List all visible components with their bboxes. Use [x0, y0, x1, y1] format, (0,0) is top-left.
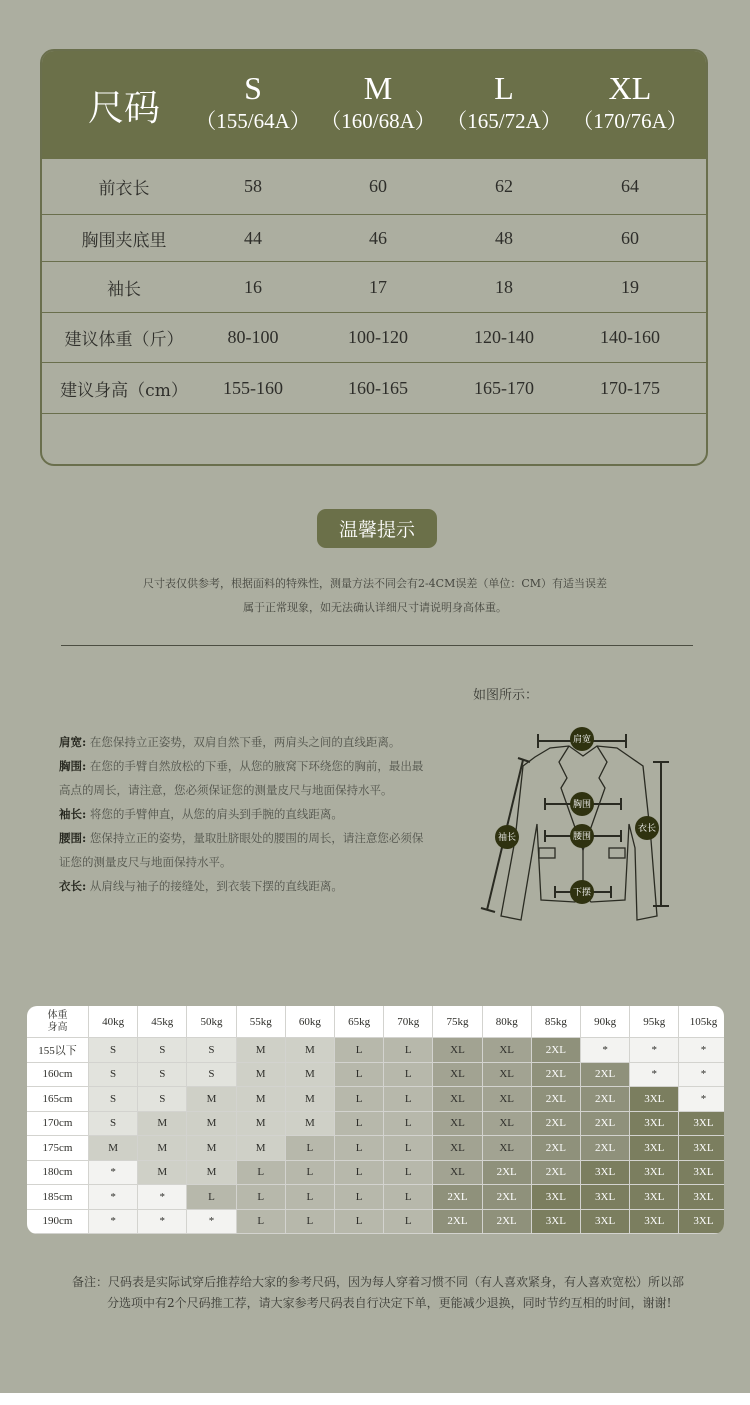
grid-size-cell: M [187, 1136, 236, 1161]
size-row-chest [42, 214, 706, 261]
grid-size-cell: S [89, 1063, 138, 1088]
size-row-weight [42, 312, 706, 362]
row-value: 60 [369, 176, 387, 196]
grid-size-cell: 3XL [532, 1210, 581, 1235]
grid-size-cell: * [89, 1210, 138, 1235]
grid-size-cell: S [138, 1063, 187, 1088]
grid-weight-header: 95kg [630, 1006, 679, 1038]
size-spec: （165/72A） [446, 109, 562, 133]
label-badges [495, 727, 659, 904]
measure-term: 腰围: [59, 831, 87, 845]
grid-size-cell: 3XL [630, 1112, 679, 1137]
size-table-header [42, 51, 706, 159]
grid-size-cell: L [335, 1063, 384, 1088]
row-value: 120-140 [474, 327, 534, 347]
measure-text: 将您的手臂伸直，从您的肩头到手腕的直线距离。 [89, 807, 343, 821]
grid-height-label: 180cm [27, 1161, 89, 1186]
grid-size-cell: 2XL [483, 1161, 532, 1186]
size-column-m [313, 69, 443, 135]
size-spec: （170/76A） [572, 109, 688, 133]
grid-weight-header: 70kg [384, 1006, 433, 1038]
grid-size-cell: L [384, 1038, 433, 1063]
size-corner-label: 尺码 [87, 87, 160, 129]
size-spec: （160/68A） [320, 109, 436, 133]
grid-size-cell: L [286, 1185, 335, 1210]
grid-size-cell: * [679, 1038, 724, 1063]
grid-height-label: 190cm [27, 1210, 89, 1235]
grid-size-cell: 2XL [433, 1185, 482, 1210]
grid-height-label: 160cm [27, 1063, 89, 1088]
grid-weight-header: 50kg [187, 1006, 236, 1038]
size-spec: （155/64A） [195, 109, 311, 133]
grid-size-cell: S [138, 1038, 187, 1063]
grid-size-cell: XL [433, 1038, 482, 1063]
grid-size-cell: M [286, 1112, 335, 1137]
grid-size-cell: S [89, 1038, 138, 1063]
size-table [40, 49, 708, 466]
grid-size-cell: L [335, 1087, 384, 1112]
grid-size-cell: L [384, 1112, 433, 1137]
grid-size-cell: M [237, 1038, 286, 1063]
grid-size-cell: S [138, 1087, 187, 1112]
grid-size-cell: M [138, 1112, 187, 1137]
grid-weight-header: 65kg [335, 1006, 384, 1038]
measure-text: 在您的手臂自然放松的下垂，从您的腋窝下环绕您的胸前，最出最 [89, 759, 424, 773]
tips-badge: 温馨提示 [317, 509, 437, 548]
tips-line-1: 尺寸表仅供参考，根据面料的特殊性，测量方法不同会有2-4CM误差（单位：CM）有适当误差 [142, 577, 608, 590]
grid-size-cell: 3XL [679, 1161, 724, 1186]
grid-size-cell: M [286, 1038, 335, 1063]
grid-size-cell: M [237, 1136, 286, 1161]
size-column-s [188, 69, 318, 135]
grid-size-cell: S [89, 1112, 138, 1137]
diagram-label-hem: 下摆 [572, 888, 592, 898]
grid-size-cell: 2XL [581, 1087, 630, 1112]
row-value: 170-175 [600, 377, 660, 398]
grid-size-cell: L [384, 1185, 433, 1210]
grid-size-cell: 2XL [581, 1136, 630, 1161]
row-value: 60 [621, 227, 639, 248]
size-row-sleeve [42, 261, 706, 312]
grid-size-cell: 3XL [630, 1210, 679, 1235]
row-value: 46 [369, 227, 387, 248]
grid-size-cell: 2XL [532, 1087, 581, 1112]
grid-size-cell: L [335, 1136, 384, 1161]
grid-height-label: 155以下 [27, 1038, 89, 1063]
grid-size-cell: 3XL [679, 1136, 724, 1161]
jacket-measurement-diagram [475, 720, 685, 935]
measure-item-chest [59, 754, 451, 778]
measure-text: 证您的测量皮尺与地面保持水平。 [59, 855, 232, 869]
grid-size-cell: M [138, 1161, 187, 1186]
grid-size-cell: 2XL [581, 1112, 630, 1137]
grid-size-cell: M [89, 1136, 138, 1161]
diagram-label-shoulder: 肩宽 [572, 735, 592, 745]
row-value: 16 [244, 276, 262, 297]
grid-size-cell: M [286, 1087, 335, 1112]
grid-size-cell: 2XL [532, 1063, 581, 1088]
grid-size-cell: XL [433, 1063, 482, 1088]
row-value: 160-165 [348, 377, 408, 398]
row-value: 44 [244, 227, 262, 248]
grid-size-cell: * [630, 1063, 679, 1088]
grid-size-cell: L [187, 1185, 236, 1210]
grid-size-cell: M [187, 1161, 236, 1186]
figure-caption: 如图所示： [473, 688, 539, 703]
grid-height-label: 175cm [27, 1136, 89, 1161]
grid-size-cell: 2XL [532, 1161, 581, 1186]
measure-item-length [59, 874, 451, 898]
grid-size-cell: 3XL [630, 1087, 679, 1112]
grid-size-cell: 2XL [483, 1210, 532, 1235]
grid-size-cell: L [237, 1185, 286, 1210]
grid-size-cell: XL [483, 1087, 532, 1112]
measure-item-waist-cont [59, 850, 451, 874]
grid-size-cell: 3XL [630, 1161, 679, 1186]
grid-size-cell: L [384, 1161, 433, 1186]
grid-size-cell: 3XL [679, 1185, 724, 1210]
size-name: S [244, 70, 262, 106]
grid-size-cell: L [384, 1063, 433, 1088]
measure-term: 衣长: [59, 879, 87, 893]
row-value: 80-100 [227, 327, 279, 347]
size-name: M [363, 70, 393, 106]
grid-size-cell: * [679, 1087, 724, 1112]
grid-size-cell: 2XL [483, 1185, 532, 1210]
grid-size-cell: 3XL [581, 1161, 630, 1186]
grid-size-cell: XL [433, 1087, 482, 1112]
grid-height-label: 165cm [27, 1087, 89, 1112]
row-label: 袖长 [107, 279, 141, 300]
row-value: 48 [495, 227, 513, 248]
size-column-xl [565, 69, 695, 135]
size-column-l [439, 69, 569, 135]
grid-size-cell: M [286, 1063, 335, 1088]
grid-weight-header: 90kg [581, 1006, 630, 1038]
grid-size-cell: L [237, 1161, 286, 1186]
row-value: 19 [621, 276, 639, 297]
row-value: 140-160 [600, 327, 660, 347]
row-value: 58 [244, 176, 262, 196]
row-value: 64 [621, 176, 639, 196]
diagram-label-sleeve: 袖长 [497, 833, 517, 843]
tips-line-2: 属于正常现象，如无法确认详细尺寸请说明身高体重。 [243, 601, 507, 614]
grid-size-cell: L [335, 1210, 384, 1235]
measure-text: 从肩线与袖子的接缝处，到衣装下摆的直线距离。 [89, 879, 343, 893]
measure-text: 高点的周长，请注意，您必须保证您的测量皮尺与地面保持水平。 [59, 783, 393, 797]
measure-text: 您保持立正的姿势，量取肚脐眼处的腰围的周长，请注意您必须保 [89, 831, 424, 845]
grid-size-cell: XL [483, 1112, 532, 1137]
grid-size-cell: 2XL [532, 1136, 581, 1161]
grid-size-cell: * [679, 1063, 724, 1088]
size-row-height [42, 362, 706, 413]
row-value: 100-120 [348, 327, 408, 347]
row-value: 62 [495, 176, 513, 196]
grid-corner-height: 身高 [47, 1021, 68, 1033]
grid-size-cell: 2XL [581, 1063, 630, 1088]
grid-size-cell: L [384, 1136, 433, 1161]
grid-size-cell: L [384, 1210, 433, 1235]
grid-size-cell: * [581, 1038, 630, 1063]
grid-size-cell: S [89, 1087, 138, 1112]
grid-size-cell: 3XL [581, 1210, 630, 1235]
grid-weight-header: 85kg [532, 1006, 581, 1038]
grid-size-cell: L [286, 1210, 335, 1235]
grid-size-cell: XL [433, 1161, 482, 1186]
grid-size-cell: L [286, 1136, 335, 1161]
size-row-empty [42, 413, 706, 466]
grid-size-cell: M [237, 1063, 286, 1088]
grid-weight-header: 45kg [138, 1006, 187, 1038]
row-value: 165-170 [474, 377, 534, 398]
grid-size-cell: 2XL [532, 1112, 581, 1137]
grid-size-cell: * [138, 1210, 187, 1235]
grid-size-cell: XL [483, 1063, 532, 1088]
measure-text: 在您保持立正姿势，双肩自然下垂，两肩头之间的直线距离。 [89, 735, 401, 749]
measure-term: 胸围: [59, 759, 87, 773]
diagram-label-chest: 胸围 [572, 800, 592, 810]
grid-corner-header [27, 1006, 89, 1038]
grid-height-label: 170cm [27, 1112, 89, 1137]
size-row-front-length [42, 159, 706, 214]
grid-size-cell: 3XL [679, 1112, 724, 1137]
diagram-label-waist: 腰围 [572, 832, 592, 842]
grid-size-cell: * [630, 1038, 679, 1063]
measure-term: 袖长: [59, 807, 87, 821]
grid-size-cell: L [335, 1038, 384, 1063]
grid-size-cell: XL [433, 1136, 482, 1161]
grid-size-cell: M [187, 1112, 236, 1137]
row-value: 17 [369, 276, 387, 297]
grid-size-cell: 3XL [630, 1136, 679, 1161]
grid-size-cell: * [89, 1185, 138, 1210]
size-name: L [494, 70, 514, 106]
measure-item-shoulder [59, 730, 451, 754]
grid-size-cell: 3XL [581, 1185, 630, 1210]
grid-size-cell: 3XL [532, 1185, 581, 1210]
weight-height-size-grid [27, 1006, 724, 1234]
grid-size-cell: L [335, 1185, 384, 1210]
grid-size-cell: XL [433, 1112, 482, 1137]
measure-item-chest-cont [59, 778, 451, 802]
grid-size-cell: L [237, 1210, 286, 1235]
note-line-2: 分选项中有2个尺码推工荐，请大家参考尺码表自行决定下单，更能减少退换，同时节约互相的时间，谢谢! [107, 1296, 672, 1310]
measure-item-sleeve [59, 802, 451, 826]
diagram-label-length: 衣长 [637, 824, 657, 834]
grid-size-cell: 3XL [630, 1185, 679, 1210]
note-line-1: 备注：尺码表是实际试穿后推荐给大家的参考尺码，因为每人穿着习惯不同（有人喜欢紧身，有人喜欢宽松）所以部 [72, 1275, 685, 1289]
grid-size-cell: 2XL [433, 1210, 482, 1235]
grid-weight-header: 75kg [433, 1006, 482, 1038]
section-divider [61, 645, 693, 646]
grid-size-cell: L [286, 1161, 335, 1186]
grid-size-cell: S [187, 1063, 236, 1088]
grid-size-cell: S [187, 1038, 236, 1063]
grid-size-cell: * [89, 1161, 138, 1186]
grid-weight-header: 55kg [237, 1006, 286, 1038]
grid-size-cell: 2XL [532, 1038, 581, 1063]
grid-weight-header: 40kg [89, 1006, 138, 1038]
grid-size-cell: M [187, 1087, 236, 1112]
grid-size-cell: M [237, 1112, 286, 1137]
grid-size-cell: 3XL [679, 1210, 724, 1235]
row-label: 前衣长 [98, 179, 150, 199]
row-label: 建议身高（cm） [60, 380, 188, 401]
grid-size-cell: L [335, 1112, 384, 1137]
grid-size-cell: M [237, 1087, 286, 1112]
grid-weight-header: 80kg [483, 1006, 532, 1038]
measure-item-waist [59, 826, 451, 850]
grid-size-cell: XL [483, 1038, 532, 1063]
grid-size-cell: * [187, 1210, 236, 1235]
row-value: 155-160 [223, 377, 283, 398]
grid-size-cell: L [384, 1087, 433, 1112]
row-value: 18 [495, 276, 513, 297]
grid-height-label: 185cm [27, 1185, 89, 1210]
grid-size-cell: * [138, 1185, 187, 1210]
grid-size-cell: L [335, 1161, 384, 1186]
grid-weight-header: 105kg [679, 1006, 724, 1038]
grid-corner-weight: 体重 [47, 1009, 68, 1021]
grid-size-cell: XL [483, 1136, 532, 1161]
measure-term: 肩宽: [59, 735, 87, 749]
grid-size-cell: M [138, 1136, 187, 1161]
size-name: XL [608, 70, 652, 106]
row-label: 建议体重（斤） [64, 330, 184, 350]
grid-weight-header: 60kg [286, 1006, 335, 1038]
row-label: 胸围夹底里 [81, 230, 167, 251]
